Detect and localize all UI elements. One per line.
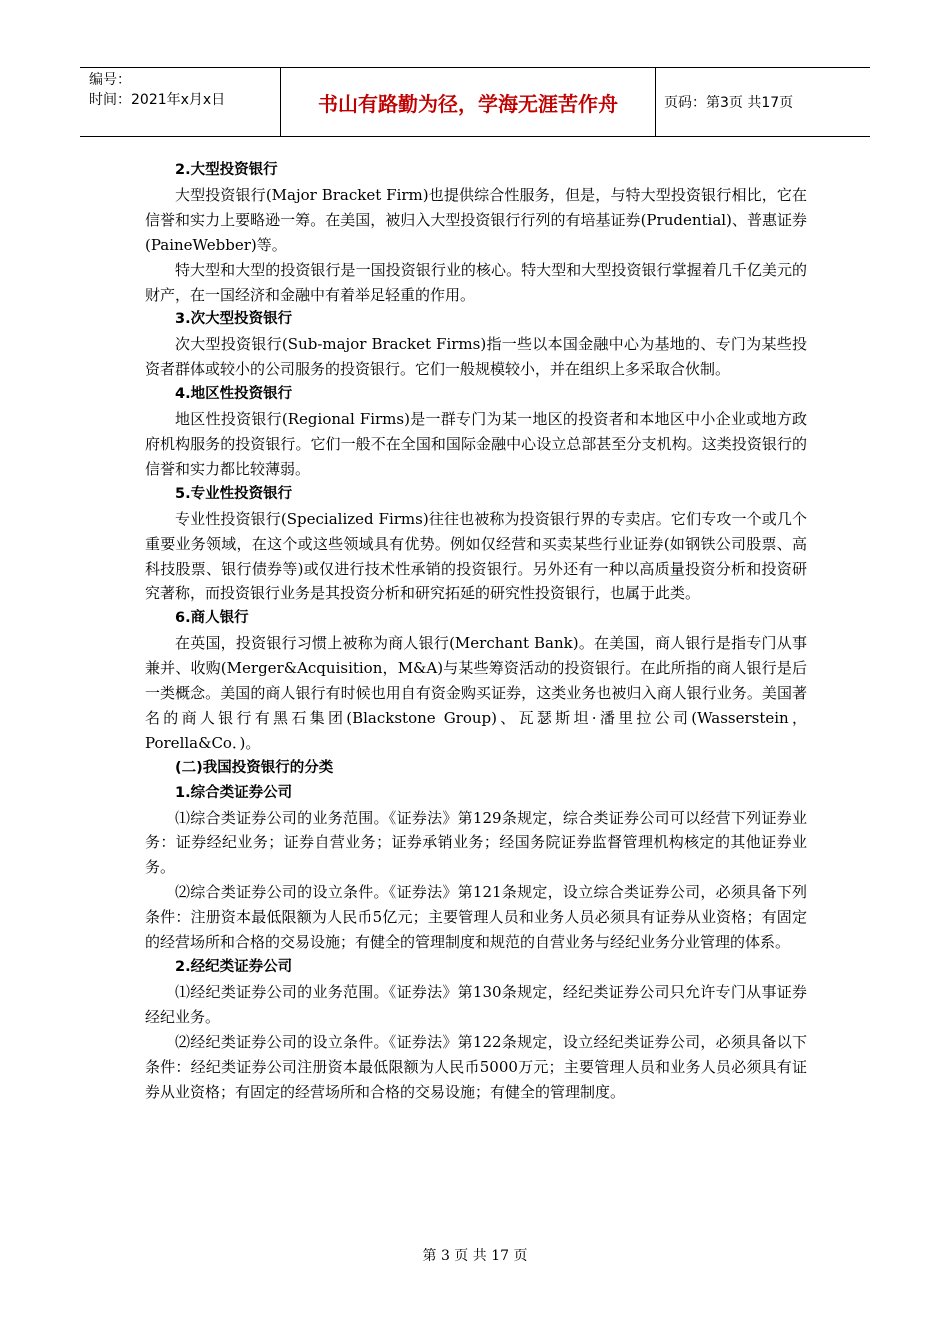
section-heading: 6.商人银行 — [175, 610, 249, 627]
body-paragraph: 地区性投资银行(Regional Firms)是一群专门为某一地区的投资者和本地区中小企业或地方政府机构服务的投资银行。它们一般不在全国和国际金融中心设立总部甚至分支机构。这类投资银行的信誉和实力都比较薄弱。 — [145, 410, 807, 478]
document-date-label: 时间：2021年x月x日 — [89, 92, 226, 108]
section-heading: (二)我国投资银行的分类 — [175, 759, 334, 776]
section-heading: 2.经纪类证券公司 — [175, 959, 293, 975]
body-paragraph: 次大型投资银行(Sub-major Bracket Firms)指一些以本国金融中心为基地的、专门为某些投资者群体或较小的公司服务的投资银行。它们一般规模较小，并在组织上多采取合伙制。 — [145, 335, 807, 379]
body-paragraph: 在英国，投资银行习惯上被称为商人银行(Merchant Bank)。在美国，商人银行是指专门从事兼并、收购(Merger&Acquisition，M&A)与某些筹资活动的投资银行。在此所指的商人银行是后一类概念。美国的商人银行有时候也用自有资金购买证券，这类业务也被归入商人银行业务。美国著名的商人银行有黑石集团(Blackstone Group)、瓦瑟斯坦·潘里拉公司(Wasserstein，Porella&Co．)。 — [145, 634, 807, 752]
document-number-label: 编号： — [89, 72, 131, 88]
body-paragraph: ⑵经纪类证券公司的设立条件。《证券法》第122条规定，设立经纪类证券公司，必须具备以下条件：经纪类证券公司注册资本最低限额为人民币5000万元；主要管理人员和业务人员必须具有证券从业资格；有固定的经营场所和合格的交易设施；有健全的管理制度。 — [145, 1032, 807, 1101]
body-paragraph: ⑴综合类证券公司的业务范围。《证券法》第129条规定，综合类证券公司可以经营下列证券业务：证券经纪业务；证券自营业务；证券承销业务；经国务院证券监督管理机构核定的其他证券业务。 — [145, 808, 807, 877]
section-heading: 1.综合类证券公司 — [175, 784, 293, 801]
header-page-info: 页码：第3页 共17页 — [664, 95, 794, 111]
document-body — [145, 158, 807, 1104]
body-paragraph: 专业性投资银行(Specialized Firms)往往也被称为投资银行界的专卖店。它们专攻一个或几个重要业务领域，在这个或这些领域具有优势。例如仅经营和买卖某些行业证券(如钢铁公司股票、高科技股票、银行债券等)或仅进行技术性承销的投资银行。另外还有一种以高质量投资分析和投资研究著称，而投资银行业务是其投资分析和研究拓延的研究性投资银行，也属于此类。 — [145, 509, 807, 603]
body-paragraph: ⑵综合类证券公司的设立条件。《证券法》第121条规定，设立综合类证券公司，必须具备下列条件：注册资本最低限额为人民币5亿元；主要管理人员和业务人员必须具有证券从业资格；有固定的经营场所和合格的交易设施；有健全的管理制度和规范的自营业务与经纪业务分业管理的体系。 — [145, 883, 807, 952]
page-header — [80, 67, 870, 137]
section-heading: 3.次大型投资银行 — [175, 311, 293, 328]
body-paragraph: 特大型和大型的投资银行是一国投资银行业的核心。特大型和大型投资银行掌握着几千亿美元的财产，在一国经济和金融中有着举足轻重的作用。 — [145, 260, 807, 304]
section-heading: 5.专业性投资银行 — [175, 485, 293, 502]
section-heading: 2.大型投资银行 — [175, 162, 278, 178]
body-paragraph: ⑴经纪类证券公司的业务范围。《证券法》第130条规定，经纪类证券公司只允许专门从事证券经纪业务。 — [145, 982, 807, 1026]
header-motto: 书山有路勤为径，学海无涯苦作舟 — [280, 68, 656, 136]
body-paragraph: 大型投资银行(Major Bracket Firm)也提供综合性服务，但是，与特大型投资银行相比，它在信誉和实力上要略逊一筹。在美国，被归入大型投资银行行列的有培基证券(Prudential)、普惠证券(PaineWebber)等。 — [145, 185, 807, 254]
section-heading: 4.地区性投资银行 — [175, 386, 293, 403]
header-meta — [80, 68, 280, 136]
page-footer: 第 3 页 共 17 页 — [422, 1248, 528, 1264]
